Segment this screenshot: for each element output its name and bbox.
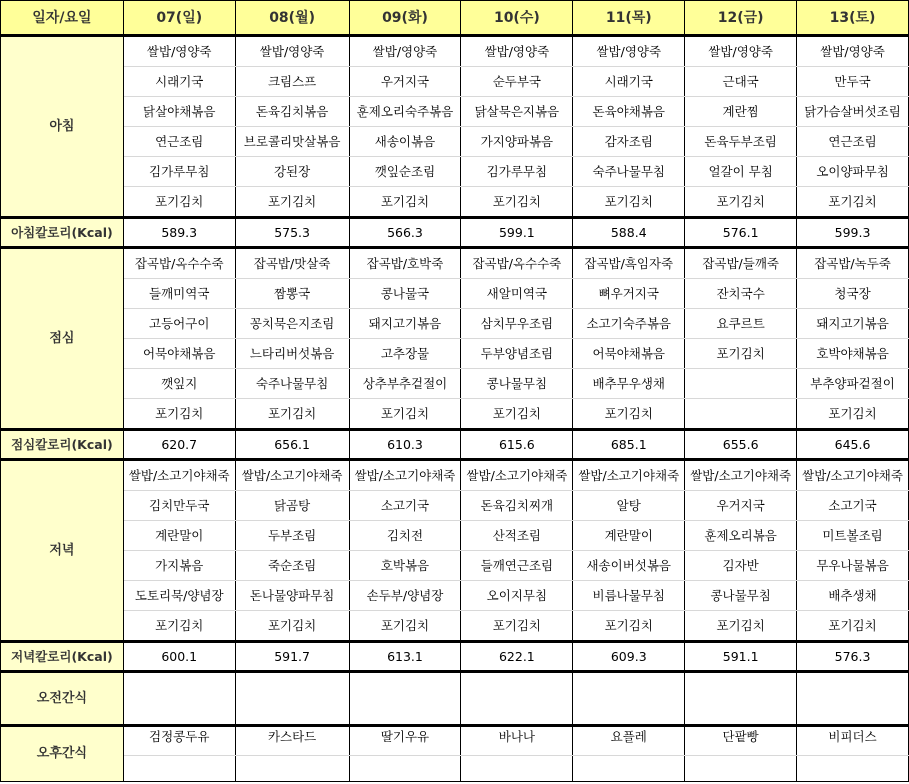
- menu-item: 요쿠르트: [685, 309, 797, 339]
- breakfast-menu-row: [1, 36, 909, 67]
- blank-cell: [573, 756, 685, 782]
- menu-item: 쌀밥/영양죽: [573, 36, 685, 67]
- menu-item: 부추양파겉절이: [797, 369, 909, 399]
- day-header: 10(수): [461, 1, 573, 36]
- lunch-menu-row: [1, 369, 909, 399]
- menu-item: [685, 369, 797, 399]
- menu-item: 손두부/양념장: [349, 581, 461, 611]
- menu-item: 배추무우생채: [573, 369, 685, 399]
- menu-item: 새알미역국: [461, 279, 573, 309]
- calorie-value: 615.6: [461, 430, 573, 460]
- menu-item: 깻잎지: [123, 369, 235, 399]
- menu-item: 죽순조림: [235, 551, 349, 581]
- dinner-calorie-label: 저녁칼로리(Kcal): [1, 642, 124, 672]
- menu-item: 잡곡밥/들깨죽: [685, 248, 797, 279]
- menu-item: 어묵야채볶음: [573, 339, 685, 369]
- menu-item: 오이지무침: [461, 581, 573, 611]
- dinner-menu-row: [1, 551, 909, 581]
- menu-item: 돈육김치찌개: [461, 491, 573, 521]
- menu-item: 쌀밥/소고기야채죽: [349, 460, 461, 491]
- menu-item: 뼈우거지국: [573, 279, 685, 309]
- menu-item: 포기김치: [235, 611, 349, 642]
- menu-item: 숙주나물무침: [235, 369, 349, 399]
- menu-item: 포기김치: [235, 399, 349, 430]
- menu-item: 돈육야채볶음: [573, 97, 685, 127]
- calorie-value: 576.3: [797, 642, 909, 672]
- menu-item: 가지볶음: [123, 551, 235, 581]
- blank-cell: [685, 756, 797, 782]
- breakfast-calorie-label: 아침칼로리(Kcal): [1, 218, 124, 248]
- calorie-value: 591.7: [235, 642, 349, 672]
- snack-item: 요플레: [573, 726, 685, 756]
- menu-item: 우거지국: [349, 67, 461, 97]
- menu-item: 김치만두국: [123, 491, 235, 521]
- dinner-menu-row: [1, 611, 909, 642]
- menu-item: 포기김치: [349, 187, 461, 218]
- am-snack-label: 오전간식: [1, 672, 124, 726]
- menu-item: 상추부추겉절이: [349, 369, 461, 399]
- menu-item: 새송이볶음: [349, 127, 461, 157]
- menu-item: 닭살묵은지볶음: [461, 97, 573, 127]
- menu-item: 잔치국수: [685, 279, 797, 309]
- breakfast-menu-row: [1, 97, 909, 127]
- corner-label: 일자/요일: [1, 1, 124, 36]
- menu-item: 쌀밥/소고기야채죽: [235, 460, 349, 491]
- calorie-value: 588.4: [573, 218, 685, 248]
- blank-cell: [123, 756, 235, 782]
- header-row: [1, 1, 909, 36]
- day-header: 07(일): [123, 1, 235, 36]
- day-header: 13(토): [797, 1, 909, 36]
- menu-item: 잡곡밥/녹두죽: [797, 248, 909, 279]
- calorie-value: 656.1: [235, 430, 349, 460]
- menu-item: 쌀밥/영양죽: [685, 36, 797, 67]
- menu-item: 포기김치: [685, 611, 797, 642]
- snack-item: 바나나: [461, 726, 573, 756]
- menu-item: 쌀밥/소고기야채죽: [573, 460, 685, 491]
- lunch-menu-row: [1, 248, 909, 279]
- calorie-value: 609.3: [573, 642, 685, 672]
- menu-item: 콩나물무침: [461, 369, 573, 399]
- snack-item: [123, 672, 235, 726]
- meal-plan-body: [1, 1, 909, 782]
- calorie-value: 600.1: [123, 642, 235, 672]
- blank-cell: [349, 756, 461, 782]
- menu-item: 포기김치: [797, 611, 909, 642]
- menu-item: 호박야채볶음: [797, 339, 909, 369]
- menu-item: 청국장: [797, 279, 909, 309]
- snack-item: [573, 672, 685, 726]
- pm-snack-label: 오후간식: [1, 726, 124, 782]
- menu-item: 소고기숙주볶음: [573, 309, 685, 339]
- menu-item: 쌀밥/영양죽: [461, 36, 573, 67]
- snack-item: [349, 672, 461, 726]
- lunch-menu-row: [1, 339, 909, 369]
- menu-item: 포기김치: [573, 611, 685, 642]
- menu-item: 포기김치: [461, 611, 573, 642]
- menu-item: 브로콜리맛살볶음: [235, 127, 349, 157]
- breakfast-menu-row: [1, 127, 909, 157]
- menu-item: 비름나물무침: [573, 581, 685, 611]
- menu-item: 김가루무침: [123, 157, 235, 187]
- snack-item: [461, 672, 573, 726]
- menu-item: 소고기국: [797, 491, 909, 521]
- menu-item: 만두국: [797, 67, 909, 97]
- menu-item: 도토리묵/양념장: [123, 581, 235, 611]
- calorie-value: 575.3: [235, 218, 349, 248]
- day-header: 12(금): [685, 1, 797, 36]
- calorie-value: 566.3: [349, 218, 461, 248]
- snack-item: [235, 672, 349, 726]
- snack-item: 비피더스: [797, 726, 909, 756]
- snack-item: 단팥빵: [685, 726, 797, 756]
- menu-item: [685, 399, 797, 430]
- calorie-value: 576.1: [685, 218, 797, 248]
- menu-item: 두부조림: [235, 521, 349, 551]
- day-header: 09(화): [349, 1, 461, 36]
- menu-item: 콩나물무침: [685, 581, 797, 611]
- menu-item: 훈제오리볶음: [685, 521, 797, 551]
- menu-item: 쌀밥/영양죽: [797, 36, 909, 67]
- menu-item: 닭살야채볶음: [123, 97, 235, 127]
- menu-item: 포기김치: [573, 399, 685, 430]
- calorie-value: 613.1: [349, 642, 461, 672]
- menu-item: 고등어구이: [123, 309, 235, 339]
- breakfast-menu-row: [1, 67, 909, 97]
- menu-item: 잡곡밥/옥수수죽: [123, 248, 235, 279]
- menu-item: 연근조림: [123, 127, 235, 157]
- menu-item: 어묵야채볶음: [123, 339, 235, 369]
- menu-item: 잡곡밥/호박죽: [349, 248, 461, 279]
- menu-item: 근대국: [685, 67, 797, 97]
- menu-item: 감자조림: [573, 127, 685, 157]
- snack-item: 검정콩두유: [123, 726, 235, 756]
- snack-item: 카스타드: [235, 726, 349, 756]
- menu-item: 돈나물양파무침: [235, 581, 349, 611]
- menu-item: 강된장: [235, 157, 349, 187]
- snack-item: [685, 672, 797, 726]
- menu-item: 가지양파볶음: [461, 127, 573, 157]
- blank-cell: [461, 756, 573, 782]
- menu-item: 포기김치: [123, 399, 235, 430]
- menu-item: 닭가슴살버섯조림: [797, 97, 909, 127]
- menu-item: 쌀밥/소고기야채죽: [685, 460, 797, 491]
- calorie-value: 685.1: [573, 430, 685, 460]
- dinner-label: 저녁: [1, 460, 124, 642]
- menu-item: 쌀밥/소고기야채죽: [461, 460, 573, 491]
- menu-item: 짬뽕국: [235, 279, 349, 309]
- calorie-value: 622.1: [461, 642, 573, 672]
- breakfast-label: 아침: [1, 36, 124, 218]
- dinner-menu-row: [1, 460, 909, 491]
- menu-item: 무우나물볶음: [797, 551, 909, 581]
- menu-item: 포기김치: [797, 187, 909, 218]
- pm-snack-row: [1, 726, 909, 756]
- dinner-menu-row: [1, 581, 909, 611]
- menu-item: 얼갈이 무침: [685, 157, 797, 187]
- menu-item: 순두부국: [461, 67, 573, 97]
- snack-item: [797, 672, 909, 726]
- blank-cell: [235, 756, 349, 782]
- menu-item: 콩나물국: [349, 279, 461, 309]
- menu-item: 숙주나물무침: [573, 157, 685, 187]
- menu-item: 포기김치: [685, 339, 797, 369]
- calorie-value: 591.1: [685, 642, 797, 672]
- menu-item: 우거지국: [685, 491, 797, 521]
- menu-item: 계란찜: [685, 97, 797, 127]
- dinner-menu-row: [1, 521, 909, 551]
- menu-item: 포기김치: [235, 187, 349, 218]
- calorie-value: 610.3: [349, 430, 461, 460]
- menu-item: 돈육김치볶음: [235, 97, 349, 127]
- menu-item: 포기김치: [123, 187, 235, 218]
- menu-item: 포기김치: [573, 187, 685, 218]
- menu-item: 포기김치: [461, 187, 573, 218]
- menu-item: 포기김치: [349, 399, 461, 430]
- calorie-value: 645.6: [797, 430, 909, 460]
- lunch-menu-row: [1, 309, 909, 339]
- pm-snack-blank-row: [1, 756, 909, 782]
- menu-item: 미트볼조림: [797, 521, 909, 551]
- menu-item: 들깨미역국: [123, 279, 235, 309]
- snack-item: 딸기우유: [349, 726, 461, 756]
- menu-item: 배추생채: [797, 581, 909, 611]
- menu-item: 잡곡밥/맛살죽: [235, 248, 349, 279]
- calorie-value: 599.1: [461, 218, 573, 248]
- menu-item: 쌀밥/소고기야채죽: [797, 460, 909, 491]
- menu-item: 포기김치: [349, 611, 461, 642]
- menu-item: 쌀밥/소고기야채죽: [123, 460, 235, 491]
- dinner-menu-row: [1, 491, 909, 521]
- menu-item: 쌀밥/영양죽: [123, 36, 235, 67]
- menu-item: 삼치무우조림: [461, 309, 573, 339]
- menu-item: 계란말이: [123, 521, 235, 551]
- calorie-value: 620.7: [123, 430, 235, 460]
- menu-item: 포기김치: [461, 399, 573, 430]
- menu-item: 오이양파무침: [797, 157, 909, 187]
- day-header: 08(월): [235, 1, 349, 36]
- calorie-value: 599.3: [797, 218, 909, 248]
- menu-item: 포기김치: [123, 611, 235, 642]
- menu-item: 시래기국: [123, 67, 235, 97]
- menu-item: 두부양념조림: [461, 339, 573, 369]
- menu-item: 산적조림: [461, 521, 573, 551]
- menu-item: 닭곰탕: [235, 491, 349, 521]
- lunch-label: 점심: [1, 248, 124, 430]
- menu-item: 호박볶음: [349, 551, 461, 581]
- menu-item: 잡곡밥/흑임자죽: [573, 248, 685, 279]
- breakfast-menu-row: [1, 187, 909, 218]
- calorie-value: 589.3: [123, 218, 235, 248]
- menu-item: 포기김치: [685, 187, 797, 218]
- menu-item: 김가루무침: [461, 157, 573, 187]
- menu-item: 새송이버섯볶음: [573, 551, 685, 581]
- dinner-calorie-row: [1, 642, 909, 672]
- day-header: 11(목): [573, 1, 685, 36]
- menu-item: 연근조림: [797, 127, 909, 157]
- am-snack-row: [1, 672, 909, 726]
- menu-item: 알탕: [573, 491, 685, 521]
- menu-item: 잡곡밥/옥수수죽: [461, 248, 573, 279]
- menu-item: 돼지고기볶음: [349, 309, 461, 339]
- menu-item: 느타리버섯볶음: [235, 339, 349, 369]
- menu-item: 쌀밥/영양죽: [235, 36, 349, 67]
- menu-item: 계란말이: [573, 521, 685, 551]
- menu-item: 쌀밥/영양죽: [349, 36, 461, 67]
- menu-item: 돼지고기볶음: [797, 309, 909, 339]
- menu-item: 크림스프: [235, 67, 349, 97]
- menu-item: 깻잎순조림: [349, 157, 461, 187]
- menu-item: 훈제오리숙주볶음: [349, 97, 461, 127]
- menu-item: 꽁치묵은지조림: [235, 309, 349, 339]
- menu-item: 고추장물: [349, 339, 461, 369]
- lunch-menu-row: [1, 279, 909, 309]
- menu-item: 소고기국: [349, 491, 461, 521]
- menu-item: 김치전: [349, 521, 461, 551]
- blank-cell: [797, 756, 909, 782]
- menu-item: 포기김치: [797, 399, 909, 430]
- breakfast-calorie-row: [1, 218, 909, 248]
- lunch-calorie-label: 점심칼로리(Kcal): [1, 430, 124, 460]
- lunch-menu-row: [1, 399, 909, 430]
- breakfast-menu-row: [1, 157, 909, 187]
- menu-item: 김자반: [685, 551, 797, 581]
- menu-item: 시래기국: [573, 67, 685, 97]
- menu-item: 들깨연근조림: [461, 551, 573, 581]
- calorie-value: 655.6: [685, 430, 797, 460]
- menu-item: 돈육두부조림: [685, 127, 797, 157]
- lunch-calorie-row: [1, 430, 909, 460]
